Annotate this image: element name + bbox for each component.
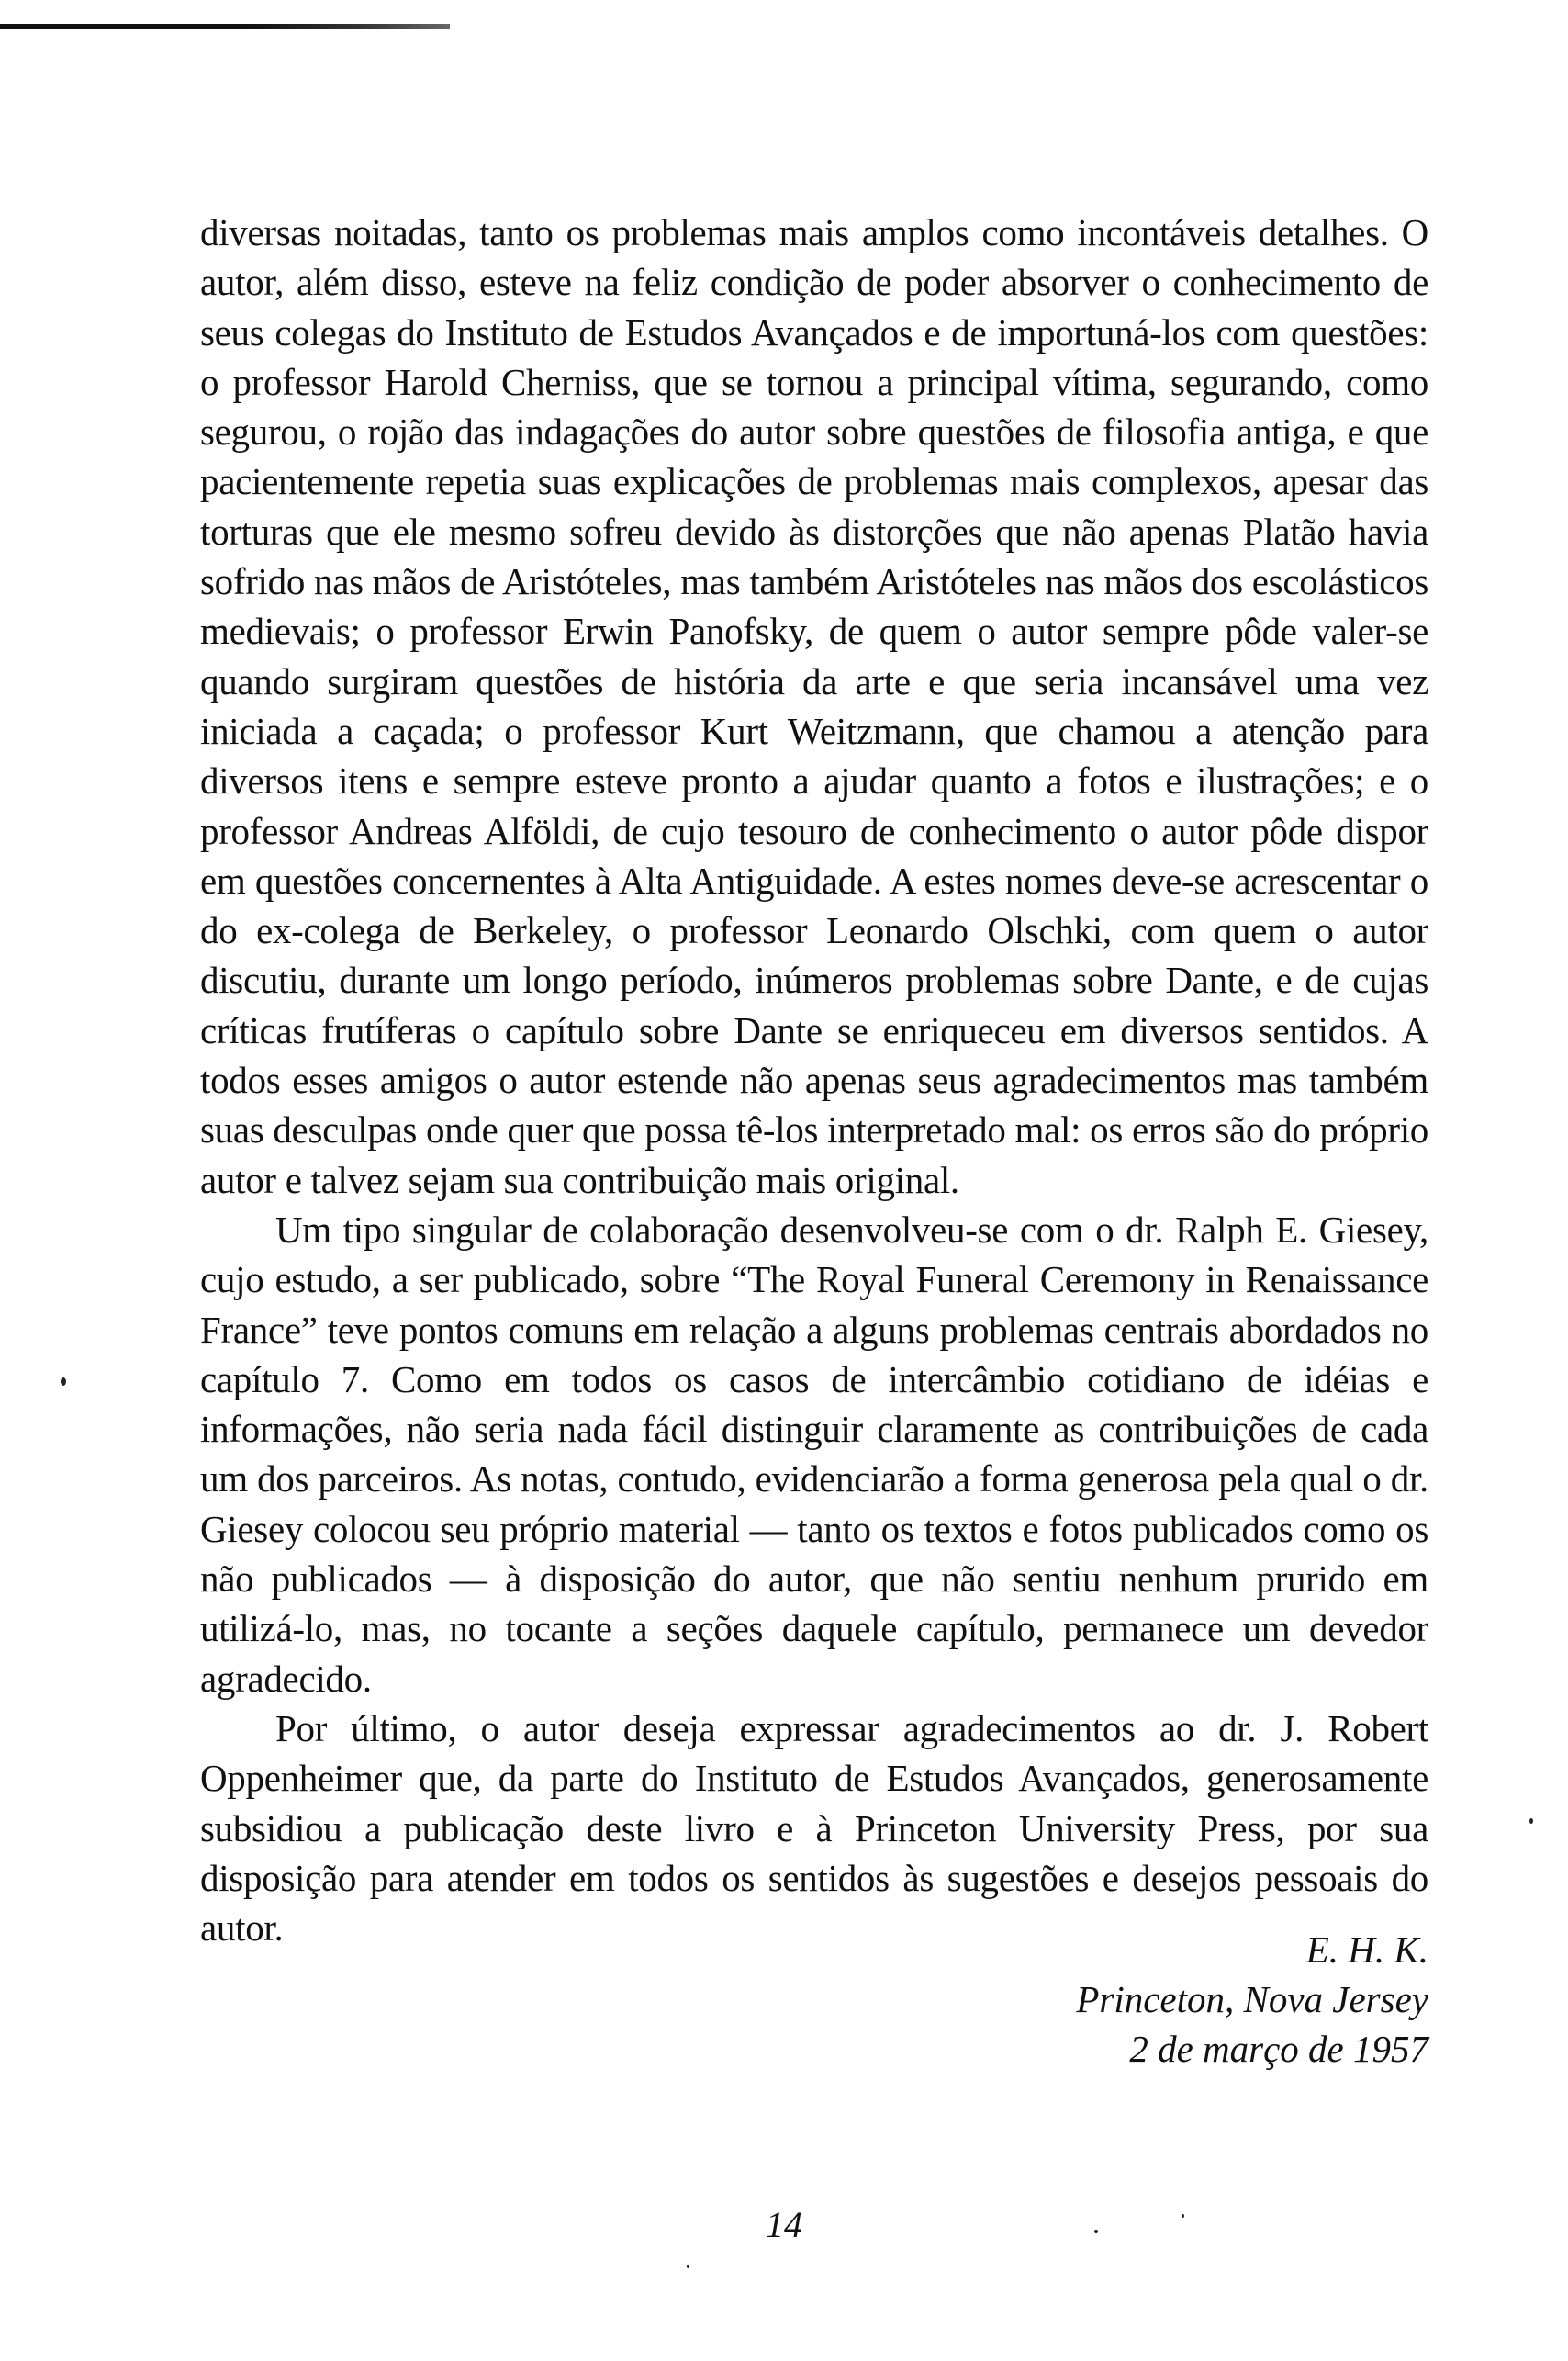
page-number: 14 (766, 2204, 802, 2245)
body-text (200, 208, 1428, 1952)
scan-speck (687, 2265, 689, 2268)
paragraph-3: Por último, o autor deseja expressar agradecimentos ao dr. J. Robert Oppenheimer que, da parte do Instituto de Estudos Avançados, generosamente subsidiou a publicação deste livro e à Princeton University Press, por sua disposição para atender em todos os sentidos às sugestões e desejos pessoais do autor. (200, 1706, 1428, 1950)
paragraph-1: diversas noitadas, tanto os problemas mais amplos como incontáveis detalhes. O autor, além disso, esteve na feliz condição de poder absorver o conhecimento de seus colegas do Instituto de Estudos Avançados e de importuná-los com questões: o professor Harold Cherniss, que se tornou a principal vítima, segurando, como segurou, o rojão das indagações do autor sobre questões de filosofia antiga, e que pacientemente repetia suas explicações de problemas mais complexos, apesar das torturas que ele mesmo sofreu devido às distorções que não apenas Platão havia sofrido nas mãos de Aristóteles, mas também Aristóteles nas mãos dos escolásticos medievais; o professor Erwin Panofsky, de quem o autor sempre pôde valer-se quando surgiram questões de história da arte e que seria incansável uma vez iniciada a caçada; o professor Kurt Weitzmann, que chamou a atenção para diversos itens e sempre esteve pronto a ajudar quanto a fotos e ilustrações; e o professor Andreas Alföldi, de cujo tesouro de conhecimento o autor pôde dispor em questões concernentes à Alta Antiguidade. A estes nomes deve-se acrescentar o do ex-colega de Berkeley, o professor Leonardo Olschki, com quem o autor discutiu, durante um longo período, inúmeros problemas sobre Dante, e de cujas críticas frutíferas o capítulo sobre Dante se enriqueceu em diversos sentidos. A todos esses amigos o autor estende não apenas seus agradecimentos mas também suas desculpas onde quer que possa tê-los interpretado mal: os erros são do próprio autor e talvez sejam sua contribuição mais original. (200, 211, 1429, 1201)
scan-speck (1094, 2230, 1098, 2233)
signature-place: Princeton, Nova Jersey (1076, 1978, 1428, 2020)
scan-speck (61, 1377, 66, 1386)
signature-date: 2 de março de 1957 (1129, 2028, 1428, 2070)
scan-speck (1182, 2214, 1184, 2218)
signature-block (918, 1925, 1428, 2074)
paragraph-2: Um tipo singular de colaboração desenvolveu-se com o dr. Ralph E. Giesey, cujo estudo, a ser publicado, sobre “The Royal Funeral Ceremony in Renaissance France” teve pontos comuns em relação a alguns problemas centrais abordados no capítulo 7. Como em todos os casos de intercâmbio cotidiano de idéias e informações, não seria nada fácil distinguir claramente as contribuições de cada um dos parceiros. As notas, contudo, evidenciarão a forma generosa pela qual o dr. Giesey colocou seu próprio material — tanto os textos e fotos publicados como os não publicados — à disposição do autor, que não sentiu nenhum prurido em utilizá-lo, mas, no tocante a seções daquele capítulo, permanece um devedor agradecido. (200, 1208, 1428, 1700)
scan-speck (1529, 1818, 1533, 1824)
top-rule (0, 24, 450, 29)
author-initials: E. H. K. (1305, 1928, 1428, 1971)
